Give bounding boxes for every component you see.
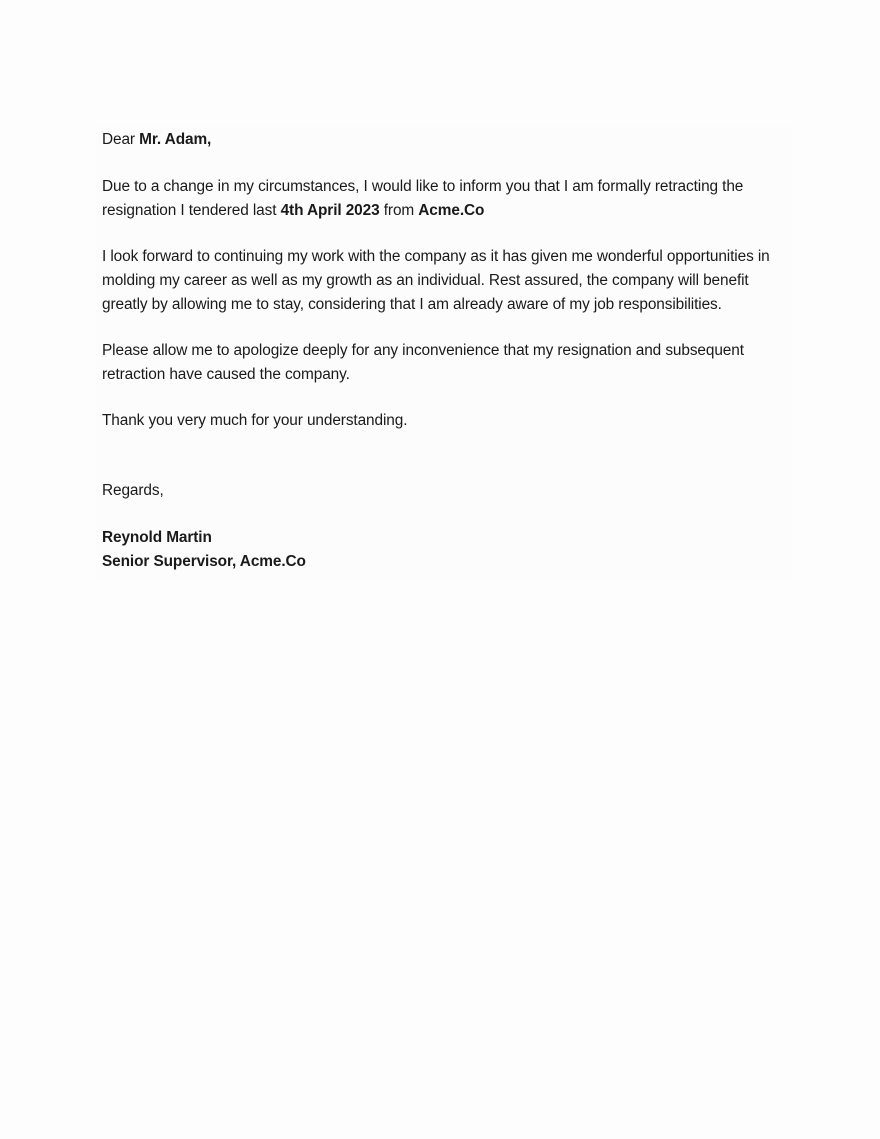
signature-name: Reynold Martin	[102, 529, 212, 546]
closing: Regards,	[102, 482, 164, 499]
resignation-date: 4th April 2023	[280, 202, 380, 219]
paragraph-thanks: Thank you very much for your understanding.	[102, 412, 408, 429]
recipient-name: Mr. Adam	[139, 131, 208, 148]
retraction-text: Due to a change in my circumstances, I would like to inform you that I am formally retracting the resignation I tendered last	[102, 178, 744, 219]
salutation-suffix: ,	[207, 131, 212, 148]
paragraph-retraction	[102, 175, 786, 223]
retraction-text-from: from	[379, 202, 419, 219]
company-name: Acme.Co	[418, 202, 485, 219]
paragraph-apology: Please allow me to apologize deeply for any inconvenience that my resignation and subsequent retraction have caused the company.	[102, 342, 744, 383]
salutation-prefix: Dear	[102, 131, 140, 148]
salutation	[102, 128, 786, 152]
letter-body	[96, 126, 792, 582]
signature-title: Senior Supervisor, Acme.Co	[102, 553, 306, 570]
paragraph-continuation: I look forward to continuing my work with the company as it has given me wonderful opportunities in molding my career as well as my growth as an individual. Rest assured, the company will benefit greatly by allowing me to stay, considering that I am already aware of my job responsibilities.	[102, 248, 770, 313]
